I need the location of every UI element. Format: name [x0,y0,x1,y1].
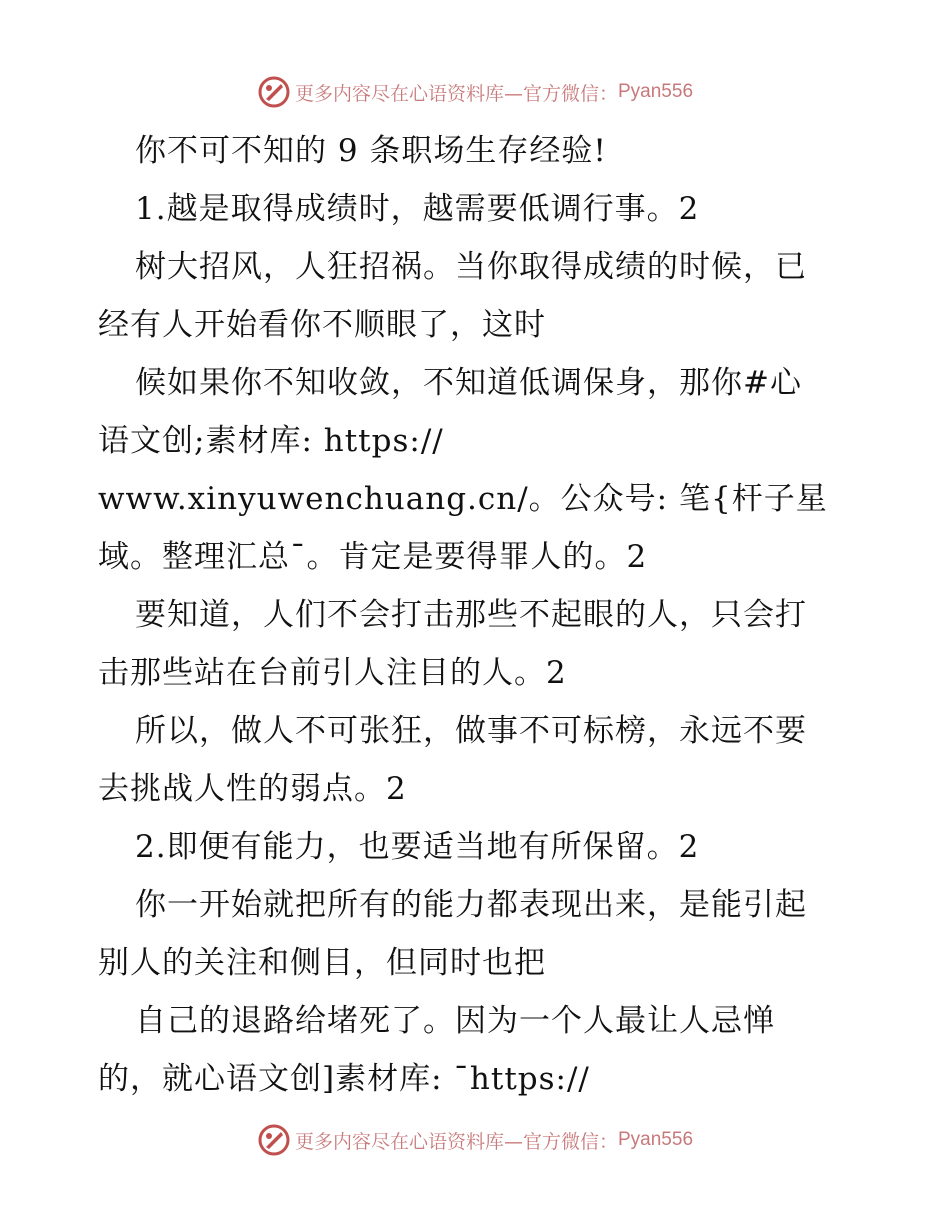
logo-icon [257,75,291,109]
doc-line: 的，就心语文创]素材库: ¯https:// [98,1061,590,1097]
doc-line: 要知道，人们不会打击那些不起眼的人，只会打 [135,597,807,633]
doc-line: 所以，做人不可张狂，做事不可标榜，永远不要 [135,713,807,749]
doc-line: 候如果你不知收敛，不知道低调保身，那你#心 [135,365,802,401]
footer-banner [0,1122,950,1158]
doc-line: 树大招风，人狂招祸。当你取得成绩的时候，已 [135,249,807,285]
doc-line: 经有人开始看你不顺眼了，这时 [98,307,546,343]
doc-line: 去挑战人性的弱点。2 [98,771,407,807]
header-wechat-id: Pyan556 [618,81,694,102]
doc-line: 自己的退路给堵死了。因为一个人最让人忌惮 [135,1003,775,1039]
doc-line: 域。整理汇总¯。肯定是要得罪人的。2 [98,539,648,575]
logo-icon [257,1123,291,1157]
footer-banner-text: 更多内容尽在心语资料库—官方微信： [294,1130,618,1153]
doc-line: 你一开始就把所有的能力都表现出来，是能引起 [135,887,807,923]
doc-line: 2.即便有能力，也要适当地有所保留。2 [135,829,700,865]
doc-line: 别人的关注和侧目，但同时也把 [98,945,546,981]
doc-line: 击那些站在台前引人注目的人。2 [98,655,567,691]
document-body [98,122,868,1108]
doc-line: 语文创;素材库: https:// [98,423,444,459]
header-banner-text: 更多内容尽在心语资料库—官方微信： [294,82,618,105]
doc-title: 你不可不知的 9 条职场生存经验! [135,133,607,169]
footer-wechat-id: Pyan556 [618,1129,694,1150]
doc-line: 1.越是取得成绩时，越需要低调行事。2 [135,191,700,227]
header-banner [0,74,950,110]
doc-line: www.xinyuwenchuang.cn/。公众号: 笔{杆子星 [98,481,828,517]
